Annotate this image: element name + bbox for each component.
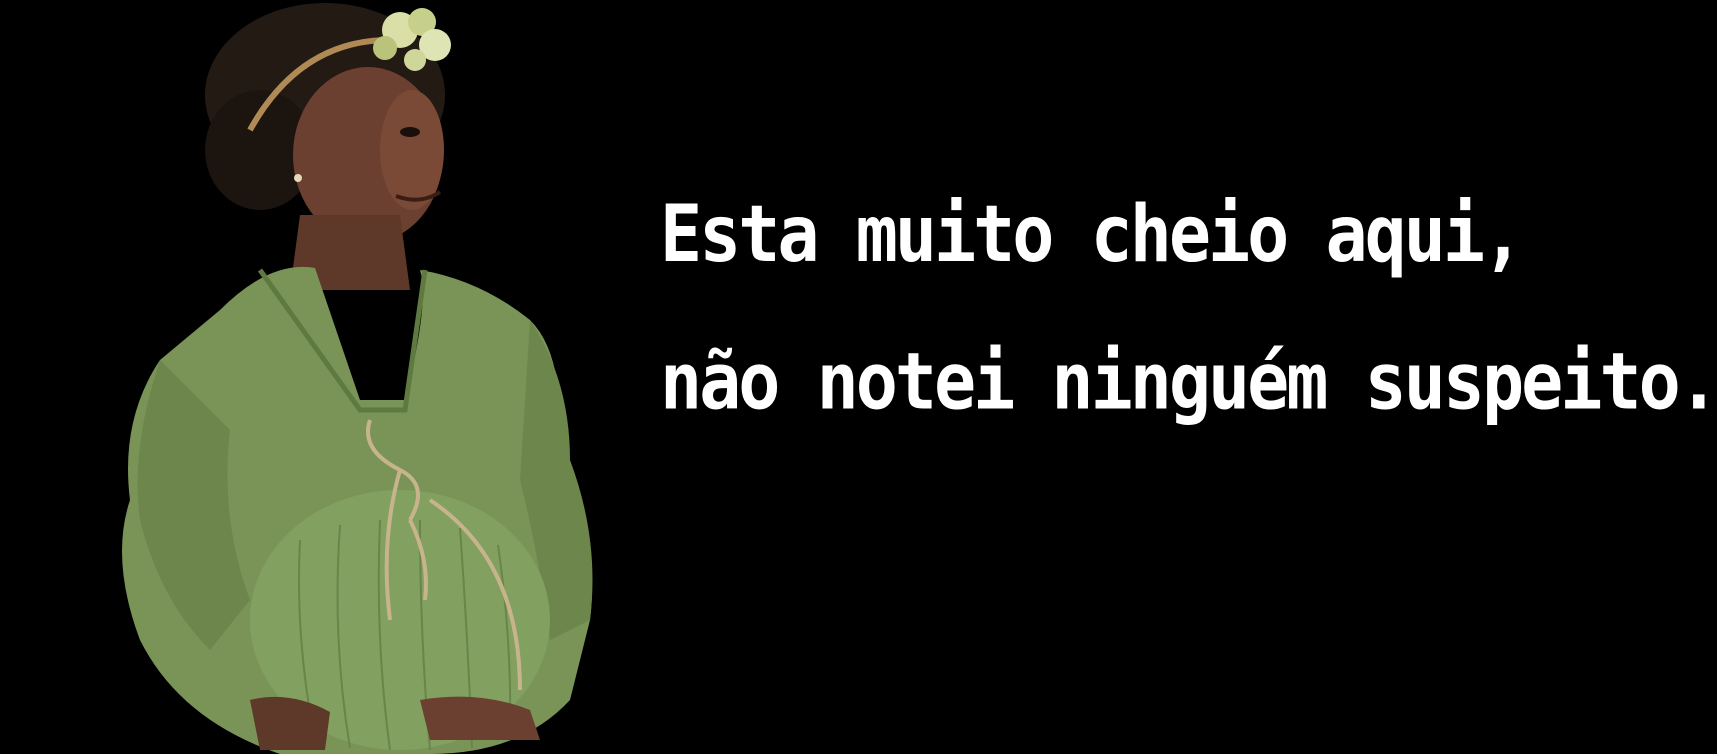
meme-caption (660, 160, 1717, 456)
caption-line-1: Esta muito cheio aqui, (660, 188, 1522, 280)
caption-line-2: não notei ninguém suspeito. (660, 335, 1717, 428)
pregnant-woman-photo (100, 0, 620, 754)
